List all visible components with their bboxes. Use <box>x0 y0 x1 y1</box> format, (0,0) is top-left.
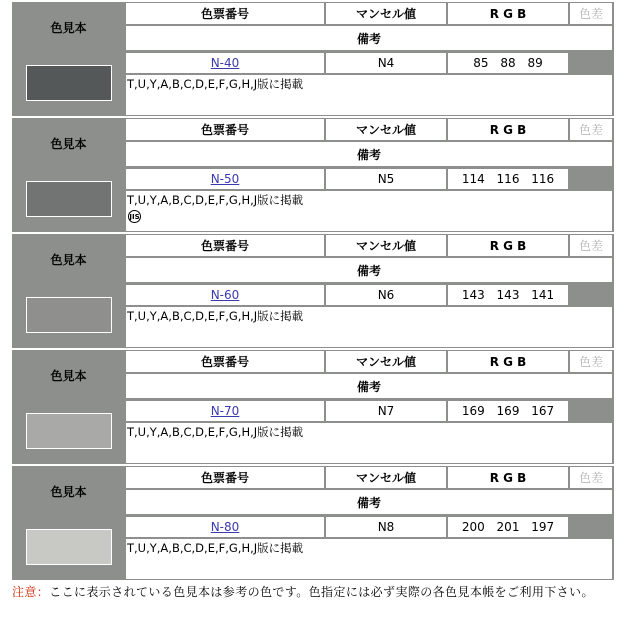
caution-note <box>12 583 612 601</box>
remarks-cell <box>126 307 612 347</box>
jis-mark-icon: JIS <box>128 210 141 223</box>
rgb-value: 143 143 141 <box>448 285 568 305</box>
remarks-cell <box>126 423 612 463</box>
code-header: 色票番号 <box>126 235 324 256</box>
color-code-link[interactable]: N-80 <box>210 520 240 534</box>
color-swatch <box>26 65 112 101</box>
color-code-link[interactable]: N-60 <box>210 288 240 302</box>
code-cell <box>126 53 324 73</box>
caution-text: ここに表示されている色見本は参考の色です。色指定には必ず実際の各色見本帳をご利用下さい。 <box>49 585 594 599</box>
color-entry-n80 <box>12 466 614 580</box>
remarks-text: T,U,Y,A,B,C,D,E,F,G,H,J版に掲載 <box>127 193 304 207</box>
munsell-header: マンセル値 <box>326 119 446 140</box>
swatch-header: 色見本 <box>13 3 124 51</box>
color-entry-n60 <box>12 234 614 348</box>
remarks-header: 備考 <box>126 258 612 282</box>
swatch-header: 色見本 <box>13 467 124 515</box>
color-swatch <box>26 181 112 217</box>
remarks-header: 備考 <box>126 26 612 50</box>
code-header: 色票番号 <box>126 119 324 140</box>
diff-value <box>570 285 612 305</box>
remarks-cell <box>126 539 612 579</box>
diff-value <box>570 169 612 189</box>
rgb-header: R G B <box>448 467 568 488</box>
munsell-header: マンセル値 <box>326 467 446 488</box>
diff-value <box>570 401 612 421</box>
diff-header: 色差 <box>570 235 612 256</box>
code-header: 色票番号 <box>126 3 324 24</box>
code-cell <box>126 169 324 189</box>
remarks-header: 備考 <box>126 142 612 166</box>
remarks-text: T,U,Y,A,B,C,D,E,F,G,H,J版に掲載 <box>127 77 304 91</box>
munsell-header: マンセル値 <box>326 235 446 256</box>
swatch-cell <box>13 53 124 115</box>
swatch-header: 色見本 <box>13 235 124 283</box>
remarks-text: T,U,Y,A,B,C,D,E,F,G,H,J版に掲載 <box>127 309 304 323</box>
rgb-header: R G B <box>448 3 568 24</box>
remarks-header: 備考 <box>126 374 612 398</box>
rgb-value: 200 201 197 <box>448 517 568 537</box>
munsell-value: N7 <box>326 401 446 421</box>
color-swatch <box>26 529 112 565</box>
munsell-value: N5 <box>326 169 446 189</box>
swatch-cell <box>13 169 124 231</box>
remarks-header: 備考 <box>126 490 612 514</box>
color-code-link[interactable]: N-50 <box>210 172 240 186</box>
color-swatch <box>26 413 112 449</box>
rgb-value: 169 169 167 <box>448 401 568 421</box>
swatch-cell <box>13 517 124 579</box>
munsell-value: N8 <box>326 517 446 537</box>
code-cell <box>126 401 324 421</box>
munsell-header: マンセル値 <box>326 3 446 24</box>
diff-value <box>570 517 612 537</box>
code-header: 色票番号 <box>126 351 324 372</box>
munsell-value: N6 <box>326 285 446 305</box>
remarks-cell <box>126 75 612 115</box>
diff-header: 色差 <box>570 351 612 372</box>
color-entry-n70 <box>12 350 614 464</box>
diff-header: 色差 <box>570 3 612 24</box>
diff-header: 色差 <box>570 467 612 488</box>
swatch-header: 色見本 <box>13 351 124 399</box>
diff-value <box>570 53 612 73</box>
rgb-header: R G B <box>448 351 568 372</box>
remarks-cell <box>126 191 612 231</box>
diff-header: 色差 <box>570 119 612 140</box>
code-cell <box>126 517 324 537</box>
rgb-header: R G B <box>448 235 568 256</box>
swatch-header: 色見本 <box>13 119 124 167</box>
color-swatch <box>26 297 112 333</box>
rgb-value: 114 116 116 <box>448 169 568 189</box>
color-code-link[interactable]: N-70 <box>210 404 240 418</box>
munsell-header: マンセル値 <box>326 351 446 372</box>
code-cell <box>126 285 324 305</box>
rgb-value: 85 88 89 <box>448 53 568 73</box>
munsell-value: N4 <box>326 53 446 73</box>
swatch-cell <box>13 285 124 347</box>
swatch-cell <box>13 401 124 463</box>
remarks-text: T,U,Y,A,B,C,D,E,F,G,H,J版に掲載 <box>127 541 304 555</box>
color-code-link[interactable]: N-40 <box>210 56 240 70</box>
code-header: 色票番号 <box>126 467 324 488</box>
color-entry-n40 <box>12 2 614 116</box>
remarks-text: T,U,Y,A,B,C,D,E,F,G,H,J版に掲載 <box>127 425 304 439</box>
color-entry-n50 <box>12 118 614 232</box>
caution-label: 注意： <box>12 585 50 599</box>
rgb-header: R G B <box>448 119 568 140</box>
